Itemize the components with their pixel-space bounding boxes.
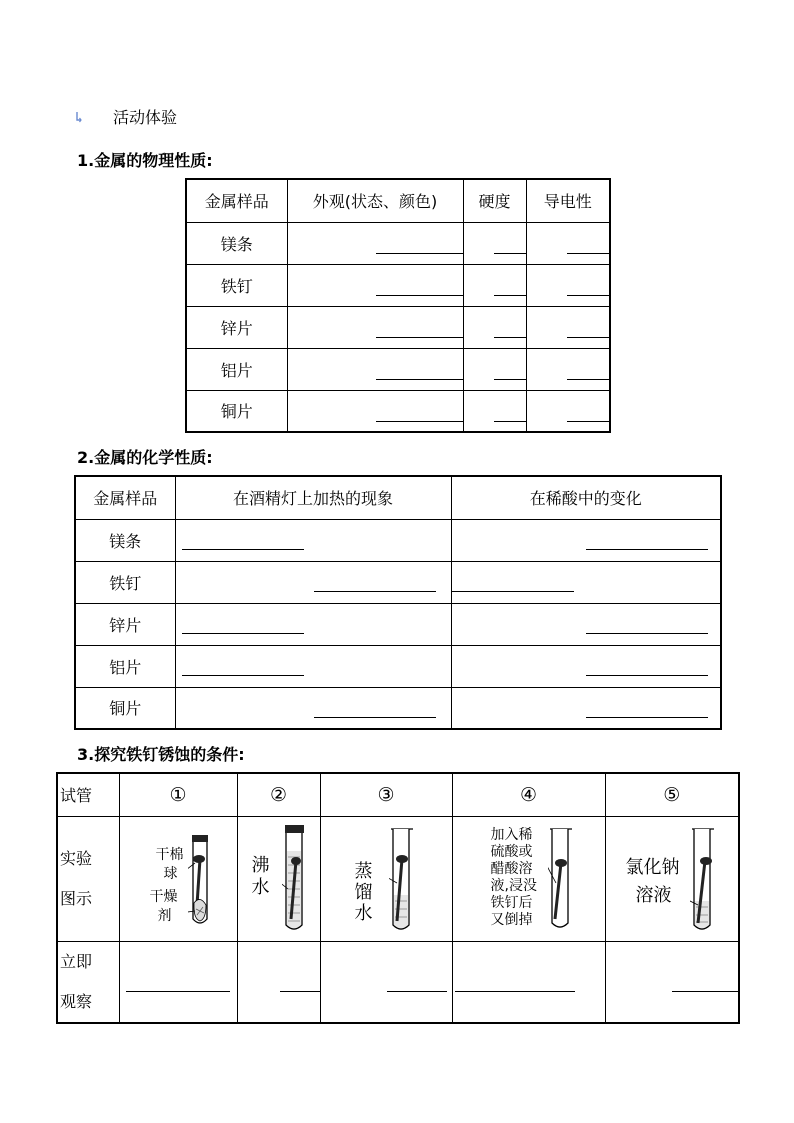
- answer-blank[interactable]: [494, 379, 526, 380]
- answer-blank[interactable]: [672, 991, 740, 992]
- header-conductivity: 导电性: [526, 179, 610, 222]
- answer-blank[interactable]: [376, 337, 463, 338]
- tube1-label-cotton-2: 球: [163, 865, 178, 882]
- answer-blank[interactable]: [586, 717, 708, 718]
- header-sample: 金属样品: [186, 179, 287, 222]
- tube5-label-2: 溶液: [635, 884, 672, 906]
- answer-blank[interactable]: [126, 991, 230, 992]
- test-tube-1-illustration: [188, 833, 214, 929]
- tube4-label-6: 又倒掉: [490, 911, 533, 928]
- physical-properties-table: [185, 178, 611, 433]
- header-hardness: 硬度: [463, 179, 526, 222]
- observe-cell[interactable]: [320, 941, 452, 1023]
- row-label: 铝片: [75, 645, 175, 687]
- tube-2-diagram: [237, 816, 320, 941]
- row-label: 铜片: [186, 390, 287, 432]
- acid-cell[interactable]: [451, 603, 721, 645]
- conductivity-cell[interactable]: [526, 306, 610, 348]
- row-label-tube: 试管: [57, 773, 119, 816]
- acid-cell[interactable]: [451, 519, 721, 561]
- tube-number: ②: [237, 773, 320, 816]
- answer-blank[interactable]: [280, 991, 321, 992]
- acid-cell[interactable]: [451, 687, 721, 729]
- answer-blank[interactable]: [387, 991, 447, 992]
- row-label: 镁条: [75, 519, 175, 561]
- observe-cell[interactable]: [452, 941, 605, 1023]
- tube3-label-1: 蒸: [354, 860, 373, 882]
- answer-blank[interactable]: [452, 591, 574, 592]
- answer-blank[interactable]: [567, 337, 611, 338]
- row-label: 铁钉: [186, 264, 287, 306]
- heating-cell[interactable]: [175, 519, 451, 561]
- conductivity-cell[interactable]: [526, 222, 610, 264]
- answer-blank[interactable]: [586, 549, 708, 550]
- tube-number: ④: [452, 773, 605, 816]
- activity-title: 活动体验: [113, 108, 178, 127]
- answer-blank[interactable]: [376, 295, 463, 296]
- hardness-cell[interactable]: [463, 348, 526, 390]
- answer-blank[interactable]: [455, 991, 575, 992]
- answer-blank[interactable]: [376, 421, 463, 422]
- answer-blank[interactable]: [567, 295, 611, 296]
- heating-cell[interactable]: [175, 645, 451, 687]
- section1-title: 1.金属的物理性质:: [77, 151, 213, 170]
- row-label-observe: [57, 941, 119, 1023]
- test-tube-2-illustration: [282, 823, 308, 935]
- tube-1-diagram: [119, 816, 237, 941]
- header-heating: 在酒精灯上加热的现象: [175, 476, 451, 519]
- section3-title: 3.探究铁钉锈蚀的条件:: [77, 745, 245, 764]
- tube-number: ①: [119, 773, 237, 816]
- answer-blank[interactable]: [494, 295, 526, 296]
- observe-cell[interactable]: [605, 941, 739, 1023]
- tube1-label-desiccant-1: 干燥: [149, 888, 178, 905]
- tube4-label-5: 铁钉后: [490, 894, 533, 911]
- observe-cell[interactable]: [237, 941, 320, 1023]
- tube5-label-1: 氯化钠: [625, 856, 680, 878]
- section2-title: 2.金属的化学性质:: [77, 448, 213, 467]
- answer-blank[interactable]: [586, 633, 708, 634]
- appearance-cell[interactable]: [287, 348, 463, 390]
- row-label-observe-line2: 观察: [60, 991, 93, 1011]
- row-label: 锌片: [186, 306, 287, 348]
- tube4-label-4: 液,浸没: [490, 877, 537, 894]
- answer-blank[interactable]: [376, 379, 463, 380]
- tube-number: ③: [320, 773, 452, 816]
- acid-cell[interactable]: [451, 561, 721, 603]
- answer-blank[interactable]: [314, 717, 436, 718]
- activity-icon: [75, 108, 83, 120]
- test-tube-3-illustration: [389, 825, 415, 935]
- hardness-cell[interactable]: [463, 264, 526, 306]
- heating-cell[interactable]: [175, 603, 451, 645]
- tube2-label-1: 沸: [251, 854, 270, 876]
- tube-4-diagram: [452, 816, 605, 941]
- appearance-cell[interactable]: [287, 306, 463, 348]
- hardness-cell[interactable]: [463, 390, 526, 432]
- row-label-diagram-line2: 图示: [60, 888, 93, 908]
- tube-5-diagram: [605, 816, 739, 941]
- tube2-label-2: 水: [251, 876, 270, 898]
- rust-conditions-table: [56, 772, 740, 1024]
- conductivity-cell[interactable]: [526, 264, 610, 306]
- answer-blank[interactable]: [567, 421, 611, 422]
- hardness-cell[interactable]: [463, 306, 526, 348]
- acid-cell[interactable]: [451, 645, 721, 687]
- heating-cell[interactable]: [175, 687, 451, 729]
- appearance-cell[interactable]: [287, 222, 463, 264]
- test-tube-5-illustration: [690, 825, 716, 935]
- row-label: 铝片: [186, 348, 287, 390]
- answer-blank[interactable]: [494, 253, 526, 254]
- answer-blank[interactable]: [182, 549, 304, 550]
- hardness-cell[interactable]: [463, 222, 526, 264]
- row-label-observe-line1: 立即: [60, 951, 93, 971]
- answer-blank[interactable]: [182, 633, 304, 634]
- tube-number: ⑤: [605, 773, 739, 816]
- answer-blank[interactable]: [494, 337, 526, 338]
- heating-cell[interactable]: [175, 561, 451, 603]
- header-dilute-acid: 在稀酸中的变化: [451, 476, 721, 519]
- row-label-diagram-line1: 实验: [60, 848, 93, 868]
- conductivity-cell[interactable]: [526, 348, 610, 390]
- tube-3-diagram: [320, 816, 452, 941]
- tube4-label-3: 醋酸溶: [490, 860, 533, 877]
- tube4-label-1: 加入稀: [490, 826, 533, 843]
- answer-blank[interactable]: [314, 591, 436, 592]
- answer-blank[interactable]: [586, 675, 708, 676]
- answer-blank[interactable]: [376, 253, 463, 254]
- tube1-label-desiccant-2: 剂: [157, 907, 172, 924]
- appearance-cell[interactable]: [287, 264, 463, 306]
- answer-blank[interactable]: [494, 421, 526, 422]
- row-label-diagram: [57, 816, 119, 941]
- answer-blank[interactable]: [567, 253, 611, 254]
- observe-cell[interactable]: [119, 941, 237, 1023]
- chemical-properties-table: [74, 475, 722, 730]
- appearance-cell[interactable]: [287, 390, 463, 432]
- row-label: 铁钉: [75, 561, 175, 603]
- tube3-label-2: 馏: [354, 881, 373, 903]
- tube4-label-2: 硫酸或: [490, 843, 533, 860]
- test-tube-4-illustration: [548, 825, 574, 933]
- header-appearance: 外观(状态、颜色): [287, 179, 463, 222]
- answer-blank[interactable]: [182, 675, 304, 676]
- row-label: 铜片: [75, 687, 175, 729]
- conductivity-cell[interactable]: [526, 390, 610, 432]
- row-label: 镁条: [186, 222, 287, 264]
- header-sample: 金属样品: [75, 476, 175, 519]
- tube3-label-3: 水: [354, 902, 373, 924]
- answer-blank[interactable]: [567, 379, 611, 380]
- tube1-label-cotton-1: 干棉: [155, 846, 184, 863]
- row-label: 锌片: [75, 603, 175, 645]
